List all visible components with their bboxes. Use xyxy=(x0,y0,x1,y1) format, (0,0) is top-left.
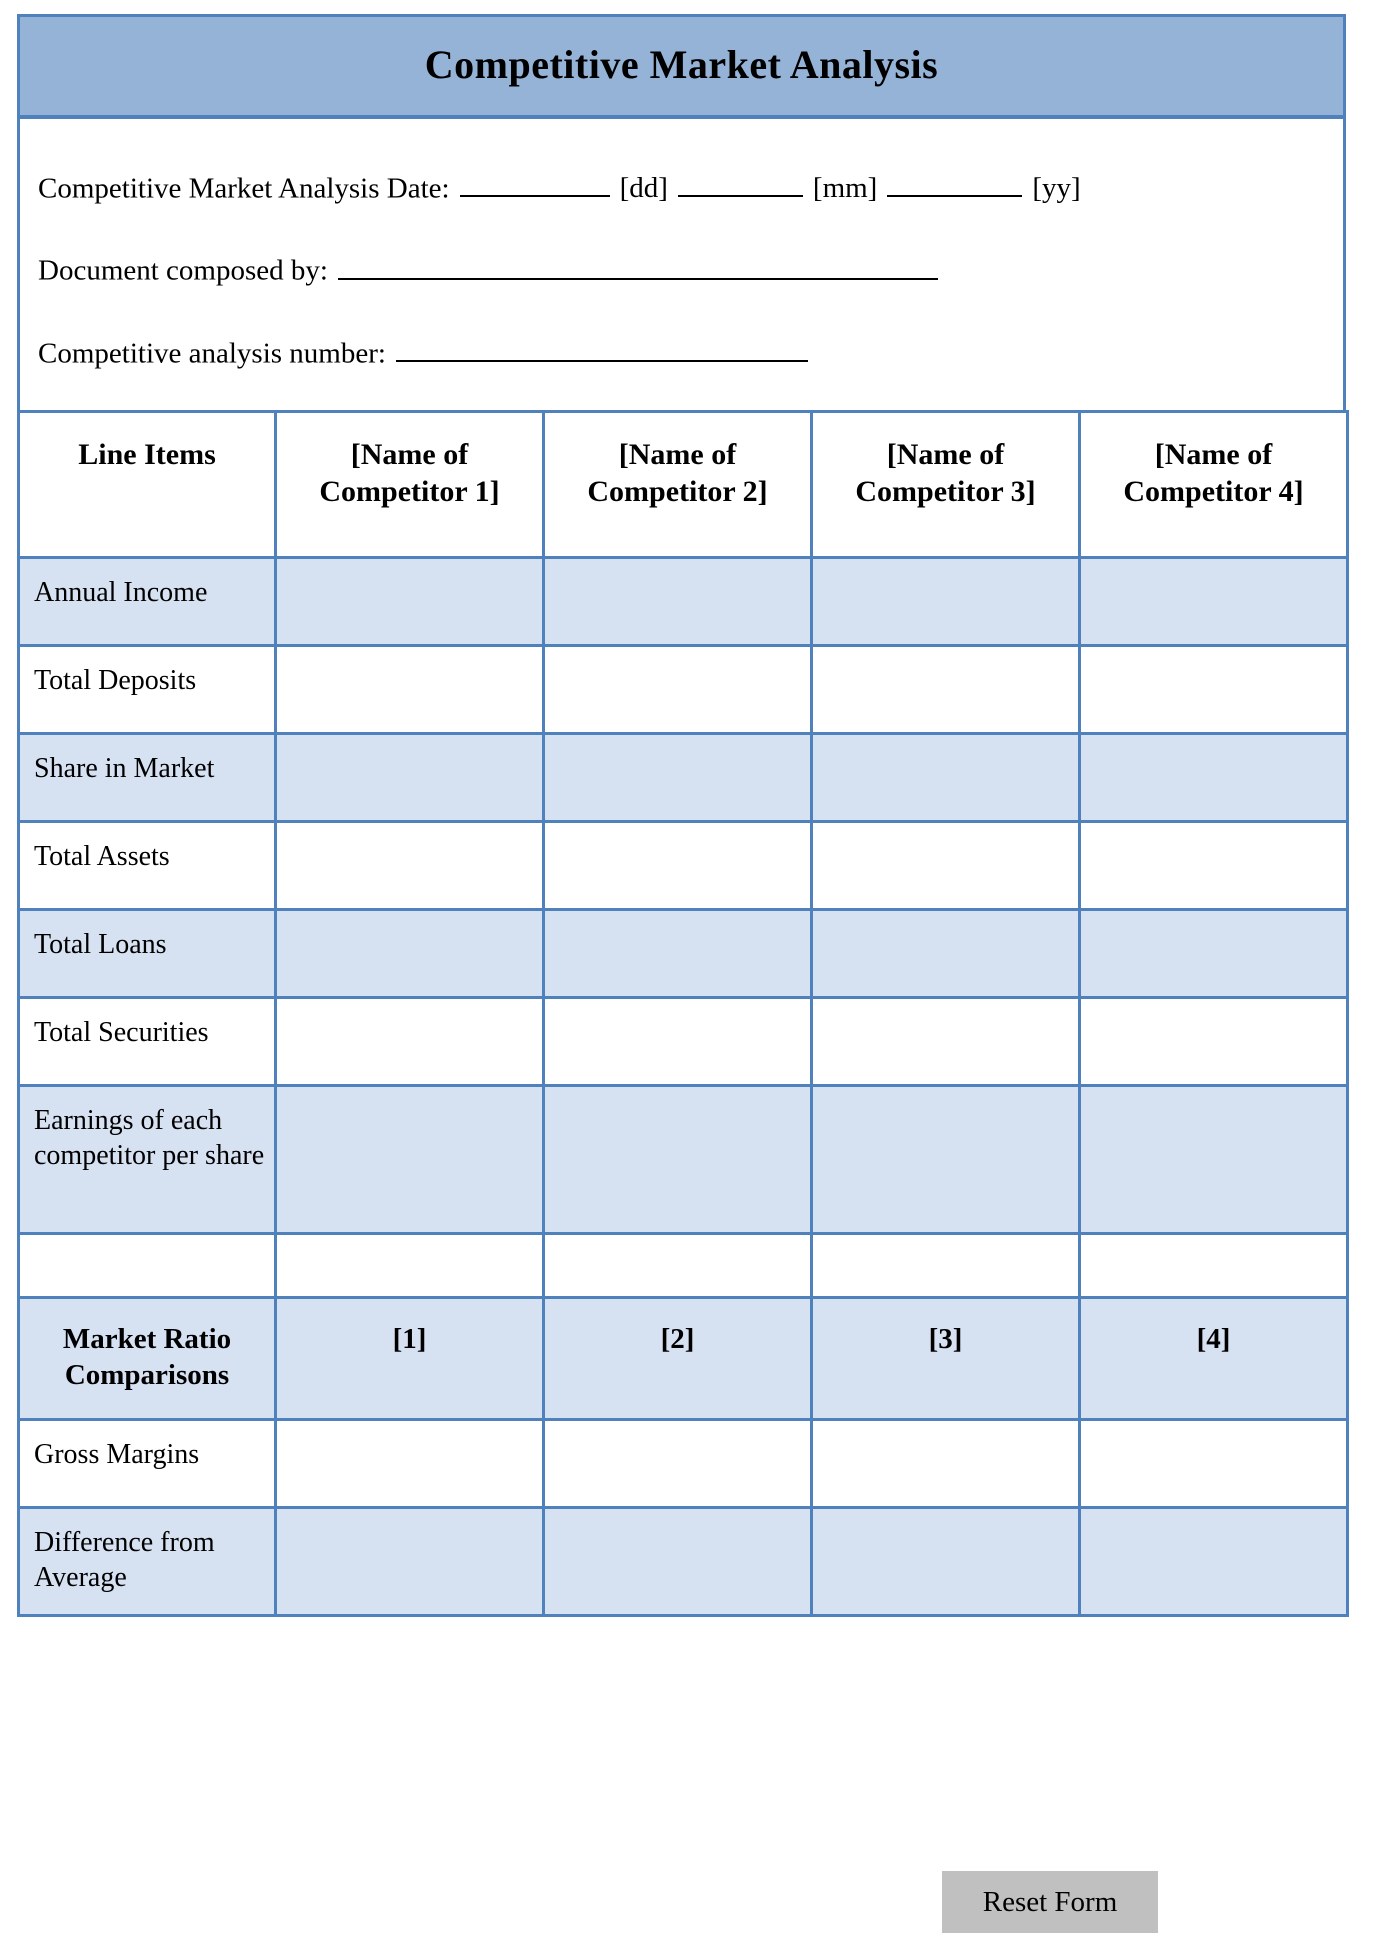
composed-by-input[interactable] xyxy=(338,247,938,279)
row-label: Earnings of each competitor per share xyxy=(19,1086,276,1234)
row-label: Annual Income xyxy=(19,558,276,646)
title-banner xyxy=(20,17,1343,119)
row-cell-competitor-3[interactable] xyxy=(812,1234,1080,1298)
table-row xyxy=(19,1086,1348,1234)
reset-form-button[interactable]: Reset Form xyxy=(942,1871,1158,1933)
analysis-date-dd-tag: [dd] xyxy=(619,172,668,205)
table-header-row xyxy=(19,412,1348,558)
analysis-date-mm-tag: [mm] xyxy=(812,172,878,205)
row-cell-competitor-2[interactable] xyxy=(544,998,812,1086)
row-cell-competitor-1[interactable] xyxy=(276,1508,544,1616)
row-cell-competitor-2[interactable] xyxy=(544,822,812,910)
analysis-number-line xyxy=(20,330,1343,368)
row-label: Gross Margins xyxy=(19,1420,276,1508)
competitive-analysis-table xyxy=(17,410,1349,1617)
table-row xyxy=(19,822,1348,910)
row-cell-competitor-4[interactable] xyxy=(1080,558,1348,646)
row-cell-competitor-2[interactable] xyxy=(544,558,812,646)
table-row xyxy=(19,734,1348,822)
row-cell-competitor-4[interactable] xyxy=(1080,910,1348,998)
column-header-competitor-2: [Name of Competitor 2] xyxy=(544,412,812,558)
table-row xyxy=(19,998,1348,1086)
row-cell-competitor-3[interactable] xyxy=(812,998,1080,1086)
table-row xyxy=(19,1298,1348,1420)
composed-by-line xyxy=(20,247,1343,285)
row-cell-competitor-2[interactable] xyxy=(544,1086,812,1234)
row-cell-competitor-1[interactable] xyxy=(276,822,544,910)
row-cell-competitor-3[interactable] xyxy=(812,646,1080,734)
row-cell-competitor-1[interactable] xyxy=(276,910,544,998)
column-header-competitor-1: [Name of Competitor 1] xyxy=(276,412,544,558)
row-cell-competitor-2[interactable] xyxy=(544,1234,812,1298)
row-cell-competitor-4[interactable] xyxy=(1080,646,1348,734)
row-cell-competitor-1[interactable] xyxy=(276,998,544,1086)
row-cell-competitor-4[interactable]: [4] xyxy=(1080,1298,1348,1420)
row-cell-competitor-3[interactable] xyxy=(812,1420,1080,1508)
row-cell-competitor-1[interactable] xyxy=(276,1086,544,1234)
composed-by-label: Document composed by: xyxy=(38,254,328,287)
meta-fields-block xyxy=(20,119,1343,410)
form-actions xyxy=(942,1871,1158,1933)
row-cell-competitor-3[interactable]: [3] xyxy=(812,1298,1080,1420)
row-label: Total Loans xyxy=(19,910,276,998)
analysis-date-mm-input[interactable] xyxy=(678,165,803,197)
row-cell-competitor-4[interactable] xyxy=(1080,1086,1348,1234)
table-row xyxy=(19,1508,1348,1616)
row-cell-competitor-1[interactable] xyxy=(276,1420,544,1508)
row-cell-competitor-4[interactable] xyxy=(1080,1420,1348,1508)
analysis-date-yy-tag: [yy] xyxy=(1032,172,1081,205)
table-row xyxy=(19,1420,1348,1508)
row-cell-competitor-3[interactable] xyxy=(812,558,1080,646)
column-header-competitor-3: [Name of Competitor 3] xyxy=(812,412,1080,558)
row-label: Total Deposits xyxy=(19,646,276,734)
row-label: Market Ratio Comparisons xyxy=(19,1298,276,1420)
row-cell-competitor-1[interactable] xyxy=(276,734,544,822)
row-cell-competitor-2[interactable] xyxy=(544,910,812,998)
row-cell-competitor-1[interactable] xyxy=(276,646,544,734)
row-label: Total Assets xyxy=(19,822,276,910)
row-cell-competitor-2[interactable]: [2] xyxy=(544,1298,812,1420)
row-cell-competitor-2[interactable] xyxy=(544,1508,812,1616)
analysis-date-line xyxy=(20,165,1343,203)
analysis-date-label: Competitive Market Analysis Date: xyxy=(38,172,450,205)
row-cell-competitor-4[interactable] xyxy=(1080,1508,1348,1616)
row-cell-competitor-4[interactable] xyxy=(1080,998,1348,1086)
row-cell-competitor-4[interactable] xyxy=(1080,1234,1348,1298)
analysis-date-dd-input[interactable] xyxy=(460,165,610,197)
analysis-number-input[interactable] xyxy=(396,330,808,362)
table-row xyxy=(19,646,1348,734)
row-cell-competitor-3[interactable] xyxy=(812,1086,1080,1234)
page-title: Competitive Market Analysis xyxy=(424,42,939,87)
row-cell-competitor-3[interactable] xyxy=(812,910,1080,998)
row-cell-competitor-2[interactable] xyxy=(544,646,812,734)
row-cell-competitor-3[interactable] xyxy=(812,822,1080,910)
table-body xyxy=(19,558,1348,1616)
row-label: Share in Market xyxy=(19,734,276,822)
document-header-frame xyxy=(17,14,1346,413)
table-row xyxy=(19,1234,1348,1298)
analysis-date-yy-input[interactable] xyxy=(887,165,1022,197)
analysis-number-label: Competitive analysis number: xyxy=(38,337,386,370)
row-cell-competitor-2[interactable] xyxy=(544,1420,812,1508)
column-header-competitor-4: [Name of Competitor 4] xyxy=(1080,412,1348,558)
row-label: Total Securities xyxy=(19,998,276,1086)
table-row xyxy=(19,558,1348,646)
row-label: Difference from Average xyxy=(19,1508,276,1616)
row-label xyxy=(19,1234,276,1298)
row-cell-competitor-4[interactable] xyxy=(1080,734,1348,822)
row-cell-competitor-4[interactable] xyxy=(1080,822,1348,910)
row-cell-competitor-2[interactable] xyxy=(544,734,812,822)
row-cell-competitor-3[interactable] xyxy=(812,1508,1080,1616)
row-cell-competitor-1[interactable] xyxy=(276,1234,544,1298)
row-cell-competitor-1[interactable]: [1] xyxy=(276,1298,544,1420)
row-cell-competitor-3[interactable] xyxy=(812,734,1080,822)
row-cell-competitor-1[interactable] xyxy=(276,558,544,646)
table-row xyxy=(19,910,1348,998)
column-header-line-items: Line Items xyxy=(19,412,276,558)
